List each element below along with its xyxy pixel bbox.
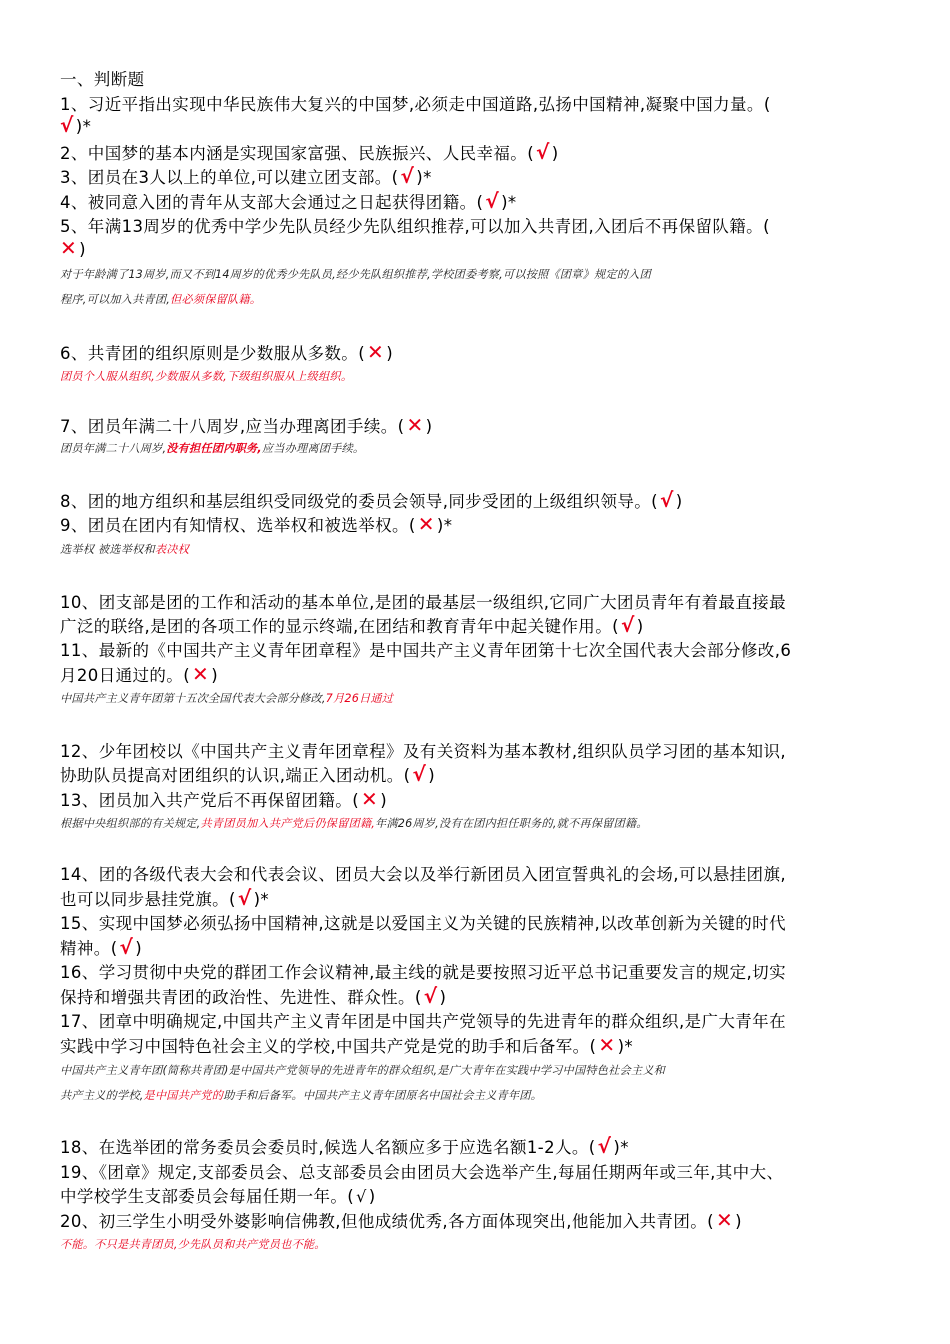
line-text: 8、团的地方组织和基层组织受同级党的委员会领导,同步受团的上级组织领导。( [60, 492, 658, 511]
line-text: 4、被同意入团的青年从支部大会通过之日起获得团籍。( [60, 193, 484, 212]
line-text: 13、团员加入共产党后不再保留团籍。( [60, 791, 360, 810]
question-line [60, 213, 900, 237]
question-line [60, 1159, 900, 1183]
line-text: ) [439, 988, 447, 1007]
line-text: ) [551, 144, 559, 163]
question-line [60, 189, 900, 213]
line-text: )* [253, 890, 270, 909]
line-text: 1、习近平指出实现中华民族伟大复兴的中国梦,必须走中国道路,弘扬中国精神,凝聚中国力量。( [60, 95, 771, 114]
explanation-note [60, 266, 900, 282]
line-text: ) [386, 344, 394, 363]
highlighted-text: 7月26日通过 [325, 692, 394, 705]
explanation-note [60, 1062, 900, 1078]
question-line [60, 512, 900, 536]
highlighted-text: 共青团员加入共产党后仍保留团籍, [200, 817, 375, 830]
cross-icon: ✕ [60, 238, 78, 259]
question-line [60, 340, 900, 364]
question-line [60, 115, 900, 136]
explanation-note [60, 440, 900, 456]
line-text: 15、实现中国梦必须弘扬中国精神,这就是以爱国主义为关键的民族精神,以改革创新为关键的时代 [60, 914, 786, 933]
cross-icon: ✕ [417, 512, 435, 536]
line-text: 月20日通过的。( [60, 666, 191, 685]
line-text: 2、中国梦的基本内涵是实现国家富强、民族振兴、人民幸福。( [60, 144, 535, 163]
line-text: 应当办理离团手续。 [261, 442, 365, 455]
line-text: 10、团支部是团的工作和活动的基本单位,是团的最基层一级组织,它同广大团员青年有着最直接最 [60, 593, 786, 612]
line-text: )* [75, 117, 92, 136]
explanation-note [60, 368, 900, 384]
line-text: ) [135, 939, 143, 958]
line-text: 对于年龄满了13周岁,而又不到14周岁的优秀少先队员,经少先队组织推荐,学校团委考察,可以按照《团章》规定的入团 [60, 268, 651, 281]
line-text: 广泛的联络,是团的各项工作的显示终端,在团结和教育青年中起关键作用。( [60, 617, 619, 636]
cross-icon: ✕ [406, 413, 424, 437]
checkmark-icon: √ [119, 935, 134, 959]
question-line [60, 238, 900, 259]
question-line [60, 589, 900, 613]
line-text: ) [211, 666, 219, 685]
line-text: 20、初三学生小明受外婆影响信佛教,但他成绩优秀,各方面体现突出,他能加入共青团。( [60, 1212, 714, 1231]
line-text: 18、在选举团的常务委员会委员时,候选人名额应多于应选名额1-2人。( [60, 1138, 596, 1157]
question-line [60, 1033, 900, 1057]
line-text: ) [428, 766, 436, 785]
line-text: 17、团章中明确规定,中国共产主义青年团是中国共产党领导的先进青年的群众组织,是广大青年在 [60, 1012, 786, 1031]
question-line [60, 91, 900, 115]
checkmark-icon: √ [423, 984, 438, 1008]
checkmark-icon: √ [659, 488, 674, 512]
question-line [60, 613, 900, 637]
explanation-note [60, 541, 900, 557]
line-text: 选举权 被选举权和 [60, 543, 155, 556]
line-text: 中国共产主义青年团第十五次全国代表大会部分修改, [60, 692, 326, 705]
line-text: 7、团员年满二十八周岁,应当办理离团手续。( [60, 417, 405, 436]
checkmark-icon: √ [60, 115, 74, 136]
highlighted-text: 表决权 [154, 543, 190, 556]
checkmark-icon: √ [412, 762, 427, 786]
explanation-note [60, 291, 900, 307]
line-text: )* [436, 516, 453, 535]
line-text: ) [425, 417, 433, 436]
cross-icon: ✕ [715, 1208, 734, 1232]
line-text: 9、团员在团内有知情权、选举权和被选举权。( [60, 516, 416, 535]
line-text: 中国共产主义青年团(简称共青团)是中国共产党领导的先进青年的群众组织,是广大青年在实践中学习中国特色社会主义和 [60, 1064, 666, 1077]
line-text: 精神。( [60, 939, 118, 958]
checkmark-icon: √ [597, 1134, 612, 1158]
line-text: 也可以同步悬挂党旗。( [60, 890, 236, 909]
question-line [60, 637, 900, 661]
line-text: 6、共青团的组织原则是少数服从多数。( [60, 344, 366, 363]
section-heading: 一、判断题 [60, 70, 145, 89]
question-line [60, 1008, 900, 1032]
line-text: 团员个人服从组织,少数服从多数,下级组织服从上级组织。 [60, 370, 353, 383]
line-text: )* [613, 1138, 629, 1157]
checkmark-icon: √ [400, 164, 415, 188]
explanation-note [60, 690, 900, 706]
question-line [60, 886, 900, 910]
checkmark-icon: √ [536, 140, 550, 164]
checkmark-icon: √ [356, 1187, 367, 1206]
cross-icon: ✕ [361, 787, 379, 811]
question-line [60, 910, 900, 934]
line-text: ) [636, 617, 644, 636]
question-line [60, 140, 900, 164]
question-line [60, 662, 900, 686]
cross-icon: ✕ [192, 662, 210, 686]
question-line [60, 861, 900, 885]
highlighted-text: 没有担任团内职务, [166, 442, 262, 455]
question-line [60, 1183, 900, 1207]
line-text: )* [617, 1037, 634, 1056]
cross-icon: ✕ [367, 340, 385, 364]
line-text: 16、学习贯彻中央党的群团工作会议精神,最主线的就是要按照习近平总书记重要发言的规定,切实 [60, 963, 786, 982]
question-line [60, 984, 900, 1008]
question-line [60, 762, 900, 786]
question-line [60, 1208, 900, 1232]
line-text: 19、《团章》规定,支部委员会、总支部委员会由团员大会选举产生,每届任期两年或三年,其中大、 [60, 1163, 784, 1182]
line-text: 5、年满13周岁的优秀中学少先队员经少先队组织推荐,可以加入共青团,入团后不再保留队籍。( [60, 217, 770, 236]
question-line [60, 738, 900, 762]
explanation-note [60, 1236, 900, 1252]
checkmark-icon: √ [237, 886, 252, 910]
line-text: 协助队员提高对团组织的认识,端正入团动机。( [60, 766, 411, 785]
line-text: )* [416, 168, 432, 187]
line-text: 保持和增强共青团的政治性、先进性、群众性。( [60, 988, 422, 1007]
explanation-note [60, 815, 900, 831]
highlighted-text: 但必须保留队籍。 [170, 293, 262, 306]
line-text: 共产主义的学校, [60, 1089, 144, 1102]
line-text: 不能。不只是共青团员,少先队员和共产党员也不能。 [60, 1238, 326, 1251]
line-text: ) [675, 492, 683, 511]
line-text: )* [501, 193, 517, 212]
line-text: 助手和后备军。中国共产主义青年团原名中国社会主义青年团。 [223, 1089, 543, 1102]
line-text: ) [79, 240, 87, 259]
line-text: 中学校学生支部委员会每届任期一年。( [60, 1187, 355, 1206]
question-line [60, 959, 900, 983]
line-text: 团员年满二十八周岁, [60, 442, 167, 455]
line-text: ) [368, 1187, 376, 1206]
question-line [60, 488, 900, 512]
line-text: ) [735, 1212, 742, 1231]
question-line [60, 164, 900, 188]
line-text: 11、最新的《中国共产主义青年团章程》是中国共产主义青年团第十七次全国代表大会部分修改,6 [60, 641, 792, 660]
explanation-note [60, 1087, 900, 1103]
line-text: ) [380, 791, 388, 810]
question-line [60, 787, 900, 811]
line-text: 实践中学习中国特色社会主义的学校,中国共产党是党的助手和后备军。( [60, 1037, 597, 1056]
line-text: 3、团员在3人以上的单位,可以建立团支部。( [60, 168, 399, 187]
highlighted-text: 是中国共产党的 [143, 1089, 224, 1102]
line-text: 12、少年团校以《中国共产主义青年团章程》及有关资料为基本教材,组织队员学习团的基本知识, [60, 742, 786, 761]
line-text: 程序,可以加入共青团, [60, 293, 171, 306]
question-line [60, 935, 900, 959]
line-text: 14、团的各级代表大会和代表会议、团员大会以及举行新团员入团宣誓典礼的会场,可以悬挂团旗, [60, 865, 786, 884]
question-line [60, 1134, 900, 1158]
checkmark-icon: √ [620, 613, 635, 637]
cross-icon: ✕ [598, 1033, 616, 1057]
line-text: 根据中央组织部的有关规定, [60, 817, 201, 830]
question-line [60, 413, 900, 437]
checkmark-icon: √ [485, 189, 500, 213]
line-text: 年满26周岁,没有在团内担任职务的,就不再保留团籍。 [375, 817, 648, 830]
